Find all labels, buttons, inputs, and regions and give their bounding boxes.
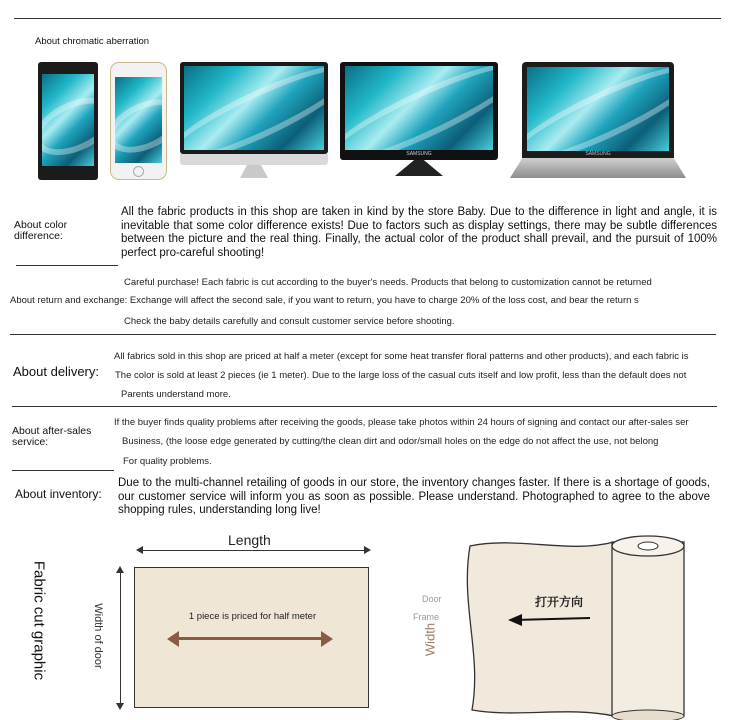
laptop-image <box>510 62 686 180</box>
fabric-piece <box>134 567 369 708</box>
door-label: Door <box>422 594 442 604</box>
tv-monitor-image <box>340 62 498 180</box>
price-note: 1 piece is priced for half meter <box>188 611 317 622</box>
phone-white-image <box>110 62 167 180</box>
length-label: Length <box>228 532 271 548</box>
aftersales-label: About after-sales service: <box>12 425 92 449</box>
delivery-divider <box>12 406 717 407</box>
top-divider <box>14 18 721 19</box>
return-line-2: About return and exchange: Exchange will affect the second sale, if you want to return, you have to charge 20% of the loss cost, and bear the return s <box>10 295 639 306</box>
color-difference-text: All the fabric products in this shop are taken in kind by the store Baby. Due to the difference in light and angle, it is inevitable that some color difference exists! Due to factors such as display settings, there may be subtle differences between the picture and the real thing. Finally, the actual color of the product shall prevail, and the pursuit of 100% perfect pro-careful shooting! <box>121 206 717 259</box>
chromatic-title: About chromatic aberration <box>35 36 150 47</box>
inventory-label: About inventory: <box>15 487 102 501</box>
open-direction-label: 打开方向 <box>535 595 584 609</box>
fabric-width-arrow <box>177 637 322 640</box>
fabric-graphic-title: Fabric cut graphic <box>30 560 48 681</box>
tv-brand: SAMSUNG <box>406 151 432 157</box>
aftersales-line-1: If the buyer finds quality problems after receiving the goods, please take photos within 24 hours of signing and contact our after-sales ser <box>114 417 689 428</box>
return-divider <box>10 334 716 335</box>
laptop-brand: SAMSUNG <box>585 151 611 157</box>
roll-width-label: Width <box>422 622 438 657</box>
color-divider <box>16 265 118 266</box>
desktop-monitor-image <box>180 62 328 180</box>
delivery-line-1: All fabrics sold in this shop are priced at half a meter (except for some heat transfer floral patterns and other products), and each fabric is <box>114 351 689 362</box>
frame-label: Frame <box>413 612 440 622</box>
fabric-roll-image <box>448 534 688 720</box>
delivery-line-2: The color is sold at least 2 pieces (ie 1 meter). Due to the large loss of the casual cuts itself and low profit, less than the default does not <box>115 370 687 381</box>
width-arrow <box>120 569 121 707</box>
width-of-door-label: Width of door <box>92 603 104 669</box>
return-line-3: Check the baby details carefully and consult customer service before shooting. <box>124 316 455 327</box>
return-line-1: Careful purchase! Each fabric is cut according to the buyer's needs. Products that belong to customization cannot be returned <box>124 277 652 288</box>
length-arrow <box>138 550 368 551</box>
phone-black-image <box>38 62 98 180</box>
aftersales-line-2: Business, (the loose edge generated by cutting/the clean dirt and odor/small holes on the edge do not affect the use, not belong <box>122 436 659 447</box>
delivery-label: About delivery: <box>13 364 99 379</box>
color-difference-label: About color difference: <box>14 219 68 243</box>
aftersales-divider <box>12 470 114 471</box>
aftersales-line-3: For quality problems. <box>123 456 212 467</box>
inventory-text: Due to the multi-channel retailing of goods in our store, the inventory changes faster. If there is a shortage of goods, our customer service will inform you as soon as possible. Please understand. Photographed to agree to the above shopping rules, understanding long live! <box>118 477 710 517</box>
delivery-line-3: Parents understand more. <box>121 389 231 400</box>
